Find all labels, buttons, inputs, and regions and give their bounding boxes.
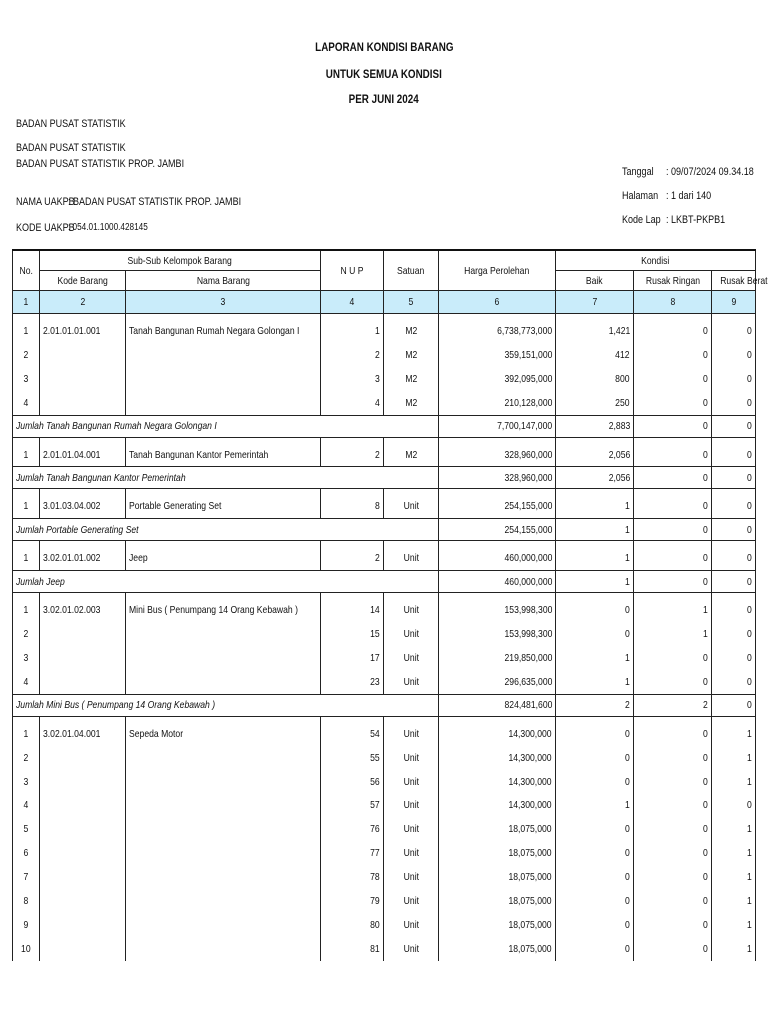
nama-barang-cell: Tanah Bangunan Kantor Pemerintah bbox=[126, 443, 321, 467]
rusak-ringan-cell: 0 bbox=[634, 817, 712, 841]
satuan-cell: Unit bbox=[384, 913, 439, 937]
nama-barang-cell bbox=[126, 841, 321, 865]
kode-barang-cell: 2.01.01.01.001 bbox=[40, 319, 126, 343]
nup-cell: 78 bbox=[321, 865, 384, 889]
nama-barang-cell bbox=[126, 770, 321, 794]
baik-cell: 0 bbox=[556, 889, 634, 913]
kode-uakpb-label: KODE UAKPB bbox=[16, 222, 75, 234]
subtotal-label: Jumlah Jeep bbox=[13, 571, 439, 593]
org-line-2: BADAN PUSAT STATISTIK bbox=[16, 142, 126, 154]
row-no: 4 bbox=[13, 670, 40, 694]
baik-cell: 0 bbox=[556, 770, 634, 794]
harga-cell: 14,300,000 bbox=[439, 770, 556, 794]
nama-barang-cell bbox=[126, 793, 321, 817]
subtotal-rusak-ringan: 0 bbox=[634, 571, 712, 593]
rusak-ringan-cell: 0 bbox=[634, 770, 712, 794]
subtotal-baik: 1 bbox=[556, 519, 634, 541]
subtotal-row bbox=[13, 694, 756, 716]
harga-cell: 18,075,000 bbox=[439, 817, 556, 841]
table-row bbox=[13, 343, 756, 367]
nup-cell: 2 bbox=[321, 443, 384, 467]
harga-cell: 18,075,000 bbox=[439, 889, 556, 913]
kode-barang-cell: 2.01.01.04.001 bbox=[40, 443, 126, 467]
rusak-ringan-cell: 1 bbox=[634, 598, 712, 622]
subtotal-harga: 254,155,000 bbox=[439, 519, 556, 541]
header-rusak-berat: Rusak Berat bbox=[712, 271, 756, 291]
rusak-berat-cell: 0 bbox=[712, 391, 756, 415]
satuan-cell: Unit bbox=[384, 770, 439, 794]
header-row-1 bbox=[13, 250, 756, 271]
kode-barang-cell bbox=[40, 841, 126, 865]
nama-uakpb-value: : BADAN PUSAT STATISTIK PROP. JAMBI bbox=[68, 196, 242, 208]
nup-cell: 56 bbox=[321, 770, 384, 794]
baik-cell: 1 bbox=[556, 546, 634, 570]
subtotal-rusak-berat: 0 bbox=[712, 415, 756, 437]
nama-barang-cell bbox=[126, 391, 321, 415]
harga-cell: 153,998,300 bbox=[439, 598, 556, 622]
row-no: 1 bbox=[13, 443, 40, 467]
header-harga: Harga Perolehan bbox=[439, 250, 556, 291]
rusak-berat-cell: 0 bbox=[712, 319, 756, 343]
kode-barang-cell bbox=[40, 817, 126, 841]
rusak-berat-cell: 0 bbox=[712, 343, 756, 367]
column-number: 5 bbox=[384, 291, 439, 314]
row-no: 10 bbox=[13, 937, 40, 961]
report-body bbox=[13, 314, 756, 961]
baik-cell: 0 bbox=[556, 622, 634, 646]
baik-cell: 1 bbox=[556, 670, 634, 694]
harga-cell: 296,635,000 bbox=[439, 670, 556, 694]
rusak-ringan-cell: 0 bbox=[634, 913, 712, 937]
table-row bbox=[13, 367, 756, 391]
kode-lap-label: Kode Lap bbox=[622, 214, 661, 226]
row-no: 2 bbox=[13, 343, 40, 367]
harga-cell: 6,738,773,000 bbox=[439, 319, 556, 343]
satuan-cell: Unit bbox=[384, 746, 439, 770]
nup-cell: 55 bbox=[321, 746, 384, 770]
row-no: 1 bbox=[13, 494, 40, 518]
header-baik: Baik bbox=[556, 271, 634, 291]
nup-cell: 76 bbox=[321, 817, 384, 841]
subtotal-row bbox=[13, 415, 756, 437]
subtotal-baik: 2 bbox=[556, 694, 634, 716]
condition-report-table bbox=[12, 249, 768, 961]
subtotal-rusak-berat: 0 bbox=[712, 571, 756, 593]
table-row bbox=[13, 913, 756, 937]
satuan-cell: Unit bbox=[384, 722, 439, 746]
row-no: 2 bbox=[13, 622, 40, 646]
header-no: No. bbox=[13, 250, 40, 291]
rusak-ringan-cell: 0 bbox=[634, 646, 712, 670]
kode-barang-cell bbox=[40, 865, 126, 889]
nama-barang-cell: Sepeda Motor bbox=[126, 722, 321, 746]
baik-cell: 1,421 bbox=[556, 319, 634, 343]
subtotal-rusak-ringan: 2 bbox=[634, 694, 712, 716]
kode-barang-cell bbox=[40, 367, 126, 391]
harga-cell: 18,075,000 bbox=[439, 913, 556, 937]
satuan-cell: Unit bbox=[384, 937, 439, 961]
kode-barang-cell bbox=[40, 622, 126, 646]
harga-cell: 153,998,300 bbox=[439, 622, 556, 646]
report-subtitle: UNTUK SEMUA KONDISI bbox=[325, 67, 443, 81]
table-row bbox=[13, 598, 756, 622]
subtotal-label: Jumlah Tanah Bangunan Rumah Negara Golongan I bbox=[13, 415, 439, 437]
baik-cell: 250 bbox=[556, 391, 634, 415]
baik-cell: 0 bbox=[556, 937, 634, 961]
nama-barang-cell bbox=[126, 646, 321, 670]
rusak-ringan-cell: 0 bbox=[634, 367, 712, 391]
baik-cell: 1 bbox=[556, 646, 634, 670]
harga-cell: 18,075,000 bbox=[439, 865, 556, 889]
rusak-berat-cell: 1 bbox=[712, 889, 756, 913]
subtotal-baik: 1 bbox=[556, 571, 634, 593]
subtotal-rusak-ringan: 0 bbox=[634, 415, 712, 437]
nup-cell: 80 bbox=[321, 913, 384, 937]
kode-barang-cell bbox=[40, 889, 126, 913]
row-no: 5 bbox=[13, 817, 40, 841]
nama-barang-cell: Mini Bus ( Penumpang 14 Orang Kebawah ) bbox=[126, 598, 321, 622]
column-number-row bbox=[13, 291, 756, 314]
row-no: 1 bbox=[13, 546, 40, 570]
subtotal-rusak-berat: 0 bbox=[712, 467, 756, 489]
report-title: LAPORAN KONDISI BARANG bbox=[314, 40, 454, 54]
header-nama-barang: Nama Barang bbox=[126, 271, 321, 291]
header-kode-barang: Kode Barang bbox=[40, 271, 126, 291]
harga-cell: 392,095,000 bbox=[439, 367, 556, 391]
table-row bbox=[13, 319, 756, 343]
header-satuan: Satuan bbox=[384, 250, 439, 291]
subtotal-label: Jumlah Mini Bus ( Penumpang 14 Orang Kebawah ) bbox=[13, 694, 439, 716]
kode-barang-cell: 3.01.03.04.002 bbox=[40, 494, 126, 518]
baik-cell: 0 bbox=[556, 722, 634, 746]
nama-barang-cell: Portable Generating Set bbox=[126, 494, 321, 518]
harga-cell: 14,300,000 bbox=[439, 793, 556, 817]
satuan-cell: Unit bbox=[384, 841, 439, 865]
row-no: 6 bbox=[13, 841, 40, 865]
row-no: 1 bbox=[13, 319, 40, 343]
nup-cell: 15 bbox=[321, 622, 384, 646]
rusak-ringan-cell: 0 bbox=[634, 443, 712, 467]
subtotal-row bbox=[13, 571, 756, 593]
subtotal-label: Jumlah Portable Generating Set bbox=[13, 519, 439, 541]
satuan-cell: Unit bbox=[384, 865, 439, 889]
kode-barang-cell bbox=[40, 913, 126, 937]
row-no: 2 bbox=[13, 746, 40, 770]
satuan-cell: Unit bbox=[384, 889, 439, 913]
rusak-ringan-cell: 0 bbox=[634, 343, 712, 367]
baik-cell: 0 bbox=[556, 913, 634, 937]
baik-cell: 0 bbox=[556, 817, 634, 841]
column-number: 9 bbox=[712, 291, 756, 314]
kode-barang-cell bbox=[40, 746, 126, 770]
satuan-cell: Unit bbox=[384, 546, 439, 570]
table-row bbox=[13, 817, 756, 841]
nama-barang-cell bbox=[126, 865, 321, 889]
table-row bbox=[13, 391, 756, 415]
nama-barang-cell: Jeep bbox=[126, 546, 321, 570]
table-row bbox=[13, 841, 756, 865]
table-row bbox=[13, 646, 756, 670]
rusak-berat-cell: 1 bbox=[712, 937, 756, 961]
row-no: 1 bbox=[13, 598, 40, 622]
subtotal-rusak-berat: 0 bbox=[712, 519, 756, 541]
row-no: 3 bbox=[13, 367, 40, 391]
rusak-berat-cell: 1 bbox=[712, 865, 756, 889]
satuan-cell: Unit bbox=[384, 494, 439, 518]
nup-cell: 77 bbox=[321, 841, 384, 865]
rusak-berat-cell: 1 bbox=[712, 817, 756, 841]
harga-cell: 18,075,000 bbox=[439, 841, 556, 865]
baik-cell: 0 bbox=[556, 841, 634, 865]
kode-barang-cell: 3.02.01.02.003 bbox=[40, 598, 126, 622]
rusak-berat-cell: 1 bbox=[712, 746, 756, 770]
nup-cell: 17 bbox=[321, 646, 384, 670]
column-number: 7 bbox=[556, 291, 634, 314]
subtotal-row bbox=[13, 467, 756, 489]
table-row bbox=[13, 546, 756, 570]
header-nup: N U P bbox=[321, 250, 384, 291]
table-row bbox=[13, 937, 756, 961]
rusak-ringan-cell: 0 bbox=[634, 889, 712, 913]
nama-barang-cell bbox=[126, 670, 321, 694]
nama-barang-cell bbox=[126, 937, 321, 961]
satuan-cell: M2 bbox=[384, 391, 439, 415]
subtotal-rusak-ringan: 0 bbox=[634, 467, 712, 489]
rusak-berat-cell: 0 bbox=[712, 646, 756, 670]
nup-cell: 81 bbox=[321, 937, 384, 961]
rusak-berat-cell: 0 bbox=[712, 793, 756, 817]
column-number: 4 bbox=[321, 291, 384, 314]
rusak-berat-cell: 1 bbox=[712, 770, 756, 794]
row-no: 8 bbox=[13, 889, 40, 913]
rusak-ringan-cell: 0 bbox=[634, 865, 712, 889]
rusak-berat-cell: 0 bbox=[712, 622, 756, 646]
header-rusak-ringan: Rusak Ringan bbox=[634, 271, 712, 291]
baik-cell: 0 bbox=[556, 598, 634, 622]
rusak-berat-cell: 1 bbox=[712, 913, 756, 937]
row-no: 3 bbox=[13, 646, 40, 670]
row-no: 1 bbox=[13, 722, 40, 746]
harga-cell: 219,850,000 bbox=[439, 646, 556, 670]
report-period: PER JUNI 2024 bbox=[348, 92, 420, 106]
harga-cell: 18,075,000 bbox=[439, 937, 556, 961]
harga-cell: 14,300,000 bbox=[439, 722, 556, 746]
nama-barang-cell bbox=[126, 367, 321, 391]
nama-barang-cell bbox=[126, 889, 321, 913]
table-row bbox=[13, 670, 756, 694]
nama-barang-cell bbox=[126, 913, 321, 937]
baik-cell: 800 bbox=[556, 367, 634, 391]
baik-cell: 1 bbox=[556, 494, 634, 518]
baik-cell: 0 bbox=[556, 746, 634, 770]
table-row bbox=[13, 622, 756, 646]
rusak-berat-cell: 0 bbox=[712, 598, 756, 622]
kode-barang-cell bbox=[40, 793, 126, 817]
kode-barang-cell bbox=[40, 937, 126, 961]
table-row bbox=[13, 746, 756, 770]
column-number: 6 bbox=[439, 291, 556, 314]
subtotal-baik: 2,056 bbox=[556, 467, 634, 489]
satuan-cell: M2 bbox=[384, 319, 439, 343]
kode-barang-cell bbox=[40, 770, 126, 794]
nama-uakpb-label: NAMA UAKPB bbox=[16, 196, 75, 208]
kode-barang-cell: 3.02.01.01.002 bbox=[40, 546, 126, 570]
column-number: 3 bbox=[126, 291, 321, 314]
nup-cell: 4 bbox=[321, 391, 384, 415]
row-no: 3 bbox=[13, 770, 40, 794]
kode-barang-cell bbox=[40, 343, 126, 367]
rusak-ringan-cell: 1 bbox=[634, 622, 712, 646]
table-row bbox=[13, 865, 756, 889]
table-row bbox=[13, 770, 756, 794]
satuan-cell: Unit bbox=[384, 793, 439, 817]
kode-barang-cell bbox=[40, 646, 126, 670]
rusak-berat-cell: 0 bbox=[712, 367, 756, 391]
column-number: 8 bbox=[634, 291, 712, 314]
nama-barang-cell bbox=[126, 622, 321, 646]
nama-barang-cell bbox=[126, 343, 321, 367]
nama-barang-cell bbox=[126, 817, 321, 841]
harga-cell: 210,128,000 bbox=[439, 391, 556, 415]
nama-barang-cell bbox=[126, 746, 321, 770]
satuan-cell: Unit bbox=[384, 670, 439, 694]
row-no: 4 bbox=[13, 793, 40, 817]
nup-cell: 54 bbox=[321, 722, 384, 746]
org-line-3: BADAN PUSAT STATISTIK PROP. JAMBI bbox=[16, 158, 185, 170]
org-line-1: BADAN PUSAT STATISTIK bbox=[16, 118, 126, 130]
subtotal-row bbox=[13, 519, 756, 541]
rusak-berat-cell: 0 bbox=[712, 443, 756, 467]
table-row bbox=[13, 443, 756, 467]
table-row bbox=[13, 889, 756, 913]
harga-cell: 460,000,000 bbox=[439, 546, 556, 570]
subtotal-harga: 824,481,600 bbox=[439, 694, 556, 716]
kode-lap-value: : LKBT-PKPB1 bbox=[666, 214, 726, 226]
rusak-berat-cell: 0 bbox=[712, 670, 756, 694]
kode-barang-cell: 3.02.01.04.001 bbox=[40, 722, 126, 746]
nup-cell: 3 bbox=[321, 367, 384, 391]
subtotal-label: Jumlah Tanah Bangunan Kantor Pemerintah bbox=[13, 467, 439, 489]
column-number: 1 bbox=[13, 291, 40, 314]
harga-cell: 254,155,000 bbox=[439, 494, 556, 518]
harga-cell: 14,300,000 bbox=[439, 746, 556, 770]
halaman-value: : 1 dari 140 bbox=[666, 190, 712, 202]
satuan-cell: Unit bbox=[384, 646, 439, 670]
satuan-cell: Unit bbox=[384, 598, 439, 622]
rusak-berat-cell: 1 bbox=[712, 722, 756, 746]
baik-cell: 412 bbox=[556, 343, 634, 367]
tanggal-value: : 09/07/2024 09.34.18 bbox=[666, 166, 754, 178]
harga-cell: 328,960,000 bbox=[439, 443, 556, 467]
column-number: 2 bbox=[40, 291, 126, 314]
subtotal-harga: 460,000,000 bbox=[439, 571, 556, 593]
rusak-berat-cell: 0 bbox=[712, 494, 756, 518]
subtotal-rusak-ringan: 0 bbox=[634, 519, 712, 541]
rusak-berat-cell: 1 bbox=[712, 841, 756, 865]
rusak-ringan-cell: 0 bbox=[634, 793, 712, 817]
tanggal-label: Tanggal bbox=[622, 166, 654, 178]
nup-cell: 14 bbox=[321, 598, 384, 622]
nup-cell: 2 bbox=[321, 546, 384, 570]
satuan-cell: M2 bbox=[384, 343, 439, 367]
baik-cell: 2,056 bbox=[556, 443, 634, 467]
kode-barang-cell bbox=[40, 670, 126, 694]
satuan-cell: Unit bbox=[384, 622, 439, 646]
rusak-ringan-cell: 0 bbox=[634, 937, 712, 961]
halaman-label: Halaman bbox=[622, 190, 659, 202]
satuan-cell: Unit bbox=[384, 817, 439, 841]
kode-barang-cell bbox=[40, 391, 126, 415]
nup-cell: 2 bbox=[321, 343, 384, 367]
baik-cell: 0 bbox=[556, 865, 634, 889]
nama-barang-cell: Tanah Bangunan Rumah Negara Golongan I bbox=[126, 319, 321, 343]
header-kondisi: Kondisi bbox=[556, 250, 756, 271]
subtotal-rusak-berat: 0 bbox=[712, 694, 756, 716]
baik-cell: 1 bbox=[556, 793, 634, 817]
header-group: Sub-Sub Kelompok Barang bbox=[40, 250, 321, 271]
rusak-ringan-cell: 0 bbox=[634, 722, 712, 746]
kode-uakpb-value: : 054.01.1000.428145 bbox=[68, 222, 148, 233]
rusak-berat-cell: 0 bbox=[712, 546, 756, 570]
row-no: 4 bbox=[13, 391, 40, 415]
rusak-ringan-cell: 0 bbox=[634, 319, 712, 343]
subtotal-harga: 7,700,147,000 bbox=[439, 415, 556, 437]
nup-cell: 79 bbox=[321, 889, 384, 913]
rusak-ringan-cell: 0 bbox=[634, 841, 712, 865]
harga-cell: 359,151,000 bbox=[439, 343, 556, 367]
table-row bbox=[13, 722, 756, 746]
nup-cell: 8 bbox=[321, 494, 384, 518]
subtotal-harga: 328,960,000 bbox=[439, 467, 556, 489]
rusak-ringan-cell: 0 bbox=[634, 670, 712, 694]
subtotal-baik: 2,883 bbox=[556, 415, 634, 437]
rusak-ringan-cell: 0 bbox=[634, 546, 712, 570]
satuan-cell: M2 bbox=[384, 443, 439, 467]
satuan-cell: M2 bbox=[384, 367, 439, 391]
rusak-ringan-cell: 0 bbox=[634, 494, 712, 518]
row-no: 9 bbox=[13, 913, 40, 937]
table-row bbox=[13, 793, 756, 817]
nup-cell: 57 bbox=[321, 793, 384, 817]
rusak-ringan-cell: 0 bbox=[634, 746, 712, 770]
rusak-ringan-cell: 0 bbox=[634, 391, 712, 415]
row-no: 7 bbox=[13, 865, 40, 889]
nup-cell: 1 bbox=[321, 319, 384, 343]
table-row bbox=[13, 494, 756, 518]
nup-cell: 23 bbox=[321, 670, 384, 694]
